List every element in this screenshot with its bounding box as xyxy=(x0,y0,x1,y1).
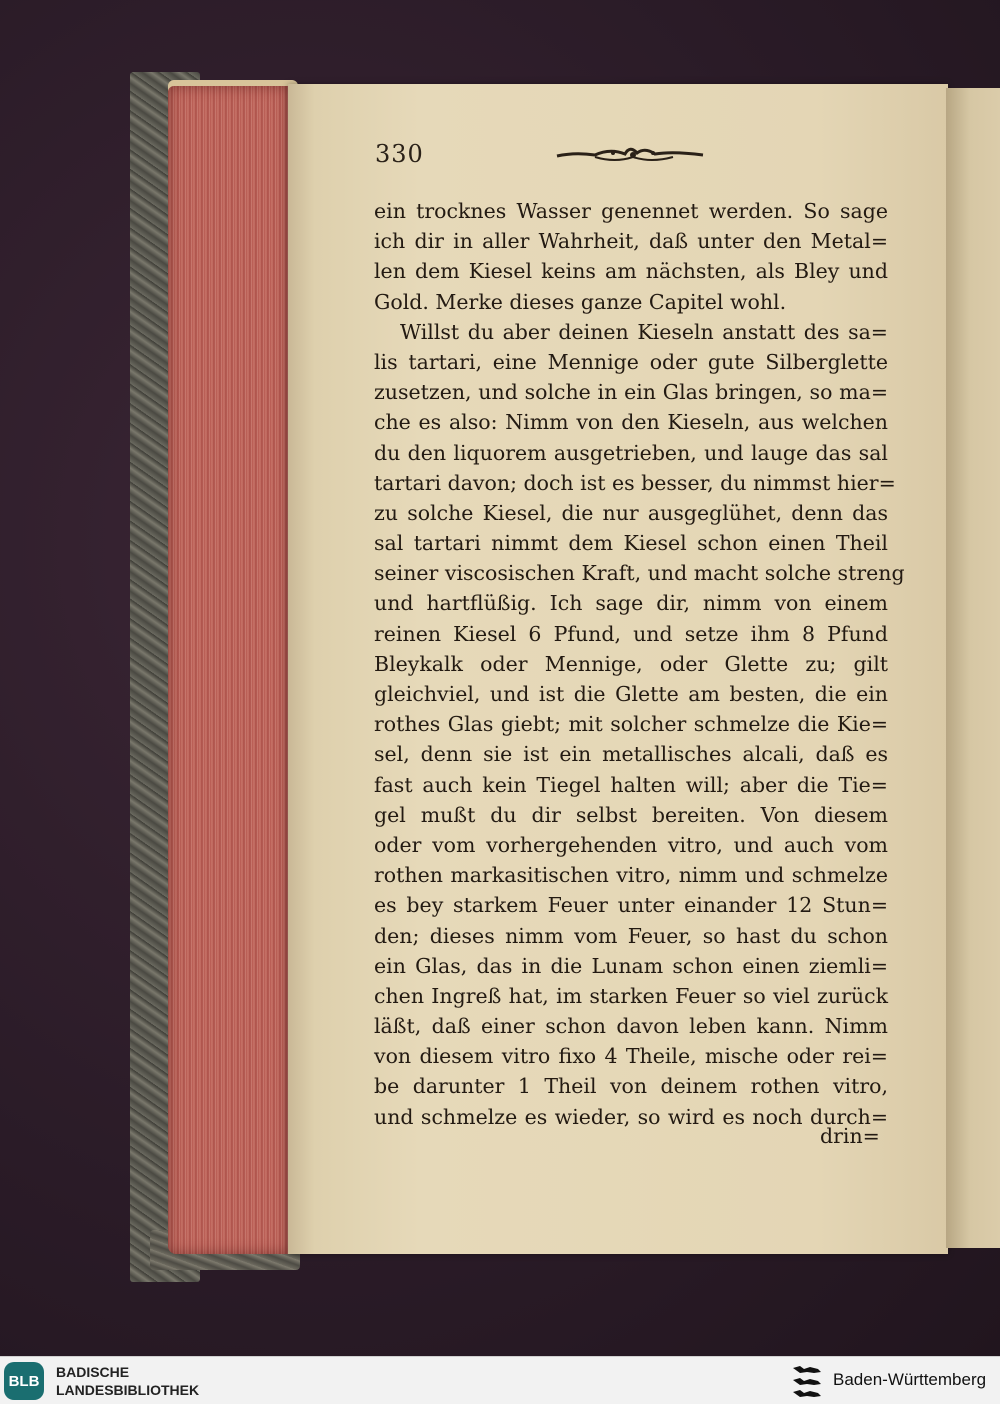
text-line: gel mußt du dir selbst bereiten. Von diesem xyxy=(374,802,888,827)
text-line: du den liquorem ausgetrieben, und lauge das sal xyxy=(374,440,888,465)
text-line: tartari davon; doch ist es besser, du nimmst hier= xyxy=(374,470,896,495)
facing-page-edge xyxy=(946,88,1000,1248)
text-line: den; dieses nimm vom Feuer, so hast du schon xyxy=(374,923,888,948)
text-line: zusetzen, und solche in ein Glas bringen, so ma= xyxy=(374,380,888,405)
text-line: seiner viscosischen Kraft, und macht solche streng xyxy=(374,561,905,586)
text-line: von diesem vitro fixo 4 Theile, mische oder rei= xyxy=(374,1044,888,1069)
text-line: zu solche Kiesel, die nur ausgeglühet, denn das xyxy=(374,500,888,525)
text-line: len dem Kiesel keins am nächsten, als Bley und xyxy=(374,259,888,284)
text-line: oder vom vorhergehenden vitro, und auch vom xyxy=(374,832,888,857)
page-body-text xyxy=(374,196,905,1132)
text-line: fast auch kein Tiegel halten will; aber die Tie= xyxy=(374,772,888,797)
red-page-edges xyxy=(168,86,290,1254)
library-name-line2: LANDESBIBLIOTHEK xyxy=(56,1382,200,1398)
text-line: che es also: Nimm von den Kieseln, aus welchen xyxy=(374,410,888,435)
text-line: Gold. Merke dieses ganze Capitel wohl. xyxy=(374,289,787,314)
library-name-line1: BADISCHE xyxy=(56,1364,130,1380)
page-number: 330 xyxy=(375,140,424,168)
text-line: und hartflüßig. Ich sage dir, nimm von einem xyxy=(374,591,888,616)
text-line: Bleykalk oder Mennige, oder Glette zu; gilt xyxy=(374,651,888,676)
blb-logo[interactable]: BLB xyxy=(4,1362,44,1400)
text-line: sel, denn sie ist ein metallisches alcali, daß es xyxy=(374,742,888,767)
library-name[interactable] xyxy=(56,1363,199,1399)
text-line: ein Glas, das in die Lunam schon einen ziemli= xyxy=(374,953,888,978)
text-line: rothes Glas giebt; mit solcher schmelze die Kie= xyxy=(374,712,888,737)
text-line: ich dir in aller Wahrheit, daß unter den Metal= xyxy=(374,229,888,254)
text-line: sal tartari nimmt dem Kiesel schon einen Theil xyxy=(374,531,888,556)
state-name[interactable]: Baden-Württemberg xyxy=(833,1370,987,1389)
text-line: lis tartari, eine Mennige oder gute Silberglette xyxy=(374,349,888,374)
catchword: drin= xyxy=(820,1124,880,1148)
text-line: gleichviel, und ist die Glette am besten, die ein xyxy=(374,682,888,706)
text-line: be darunter 1 Theil von deinem rothen vitro, xyxy=(374,1074,888,1099)
text-line: chen Ingreß hat, im starken Feuer so viel zurück xyxy=(374,983,888,1008)
text-line: ein trocknes Wasser genennet werden. So sage xyxy=(374,199,888,223)
text-line: rothen markasitischen vitro, nimm und schmelze xyxy=(374,863,888,888)
baden-wuerttemberg-lions-icon[interactable] xyxy=(790,1363,824,1399)
ornament-icon xyxy=(555,143,705,167)
text-line: und schmelze es wieder, so wird es noch durch= xyxy=(374,1104,888,1129)
text-line: läßt, daß einer schon davon leben kann. Nimm xyxy=(374,1014,888,1039)
text-line: Willst du aber deinen Kieseln anstatt des sa= xyxy=(400,319,888,344)
text-line: es bey starkem Feuer unter einander 12 Stun= xyxy=(374,893,888,918)
footer-bar xyxy=(0,1356,1000,1404)
text-line: reinen Kiesel 6 Pfund, und setze ihm 8 Pfund xyxy=(374,621,888,646)
